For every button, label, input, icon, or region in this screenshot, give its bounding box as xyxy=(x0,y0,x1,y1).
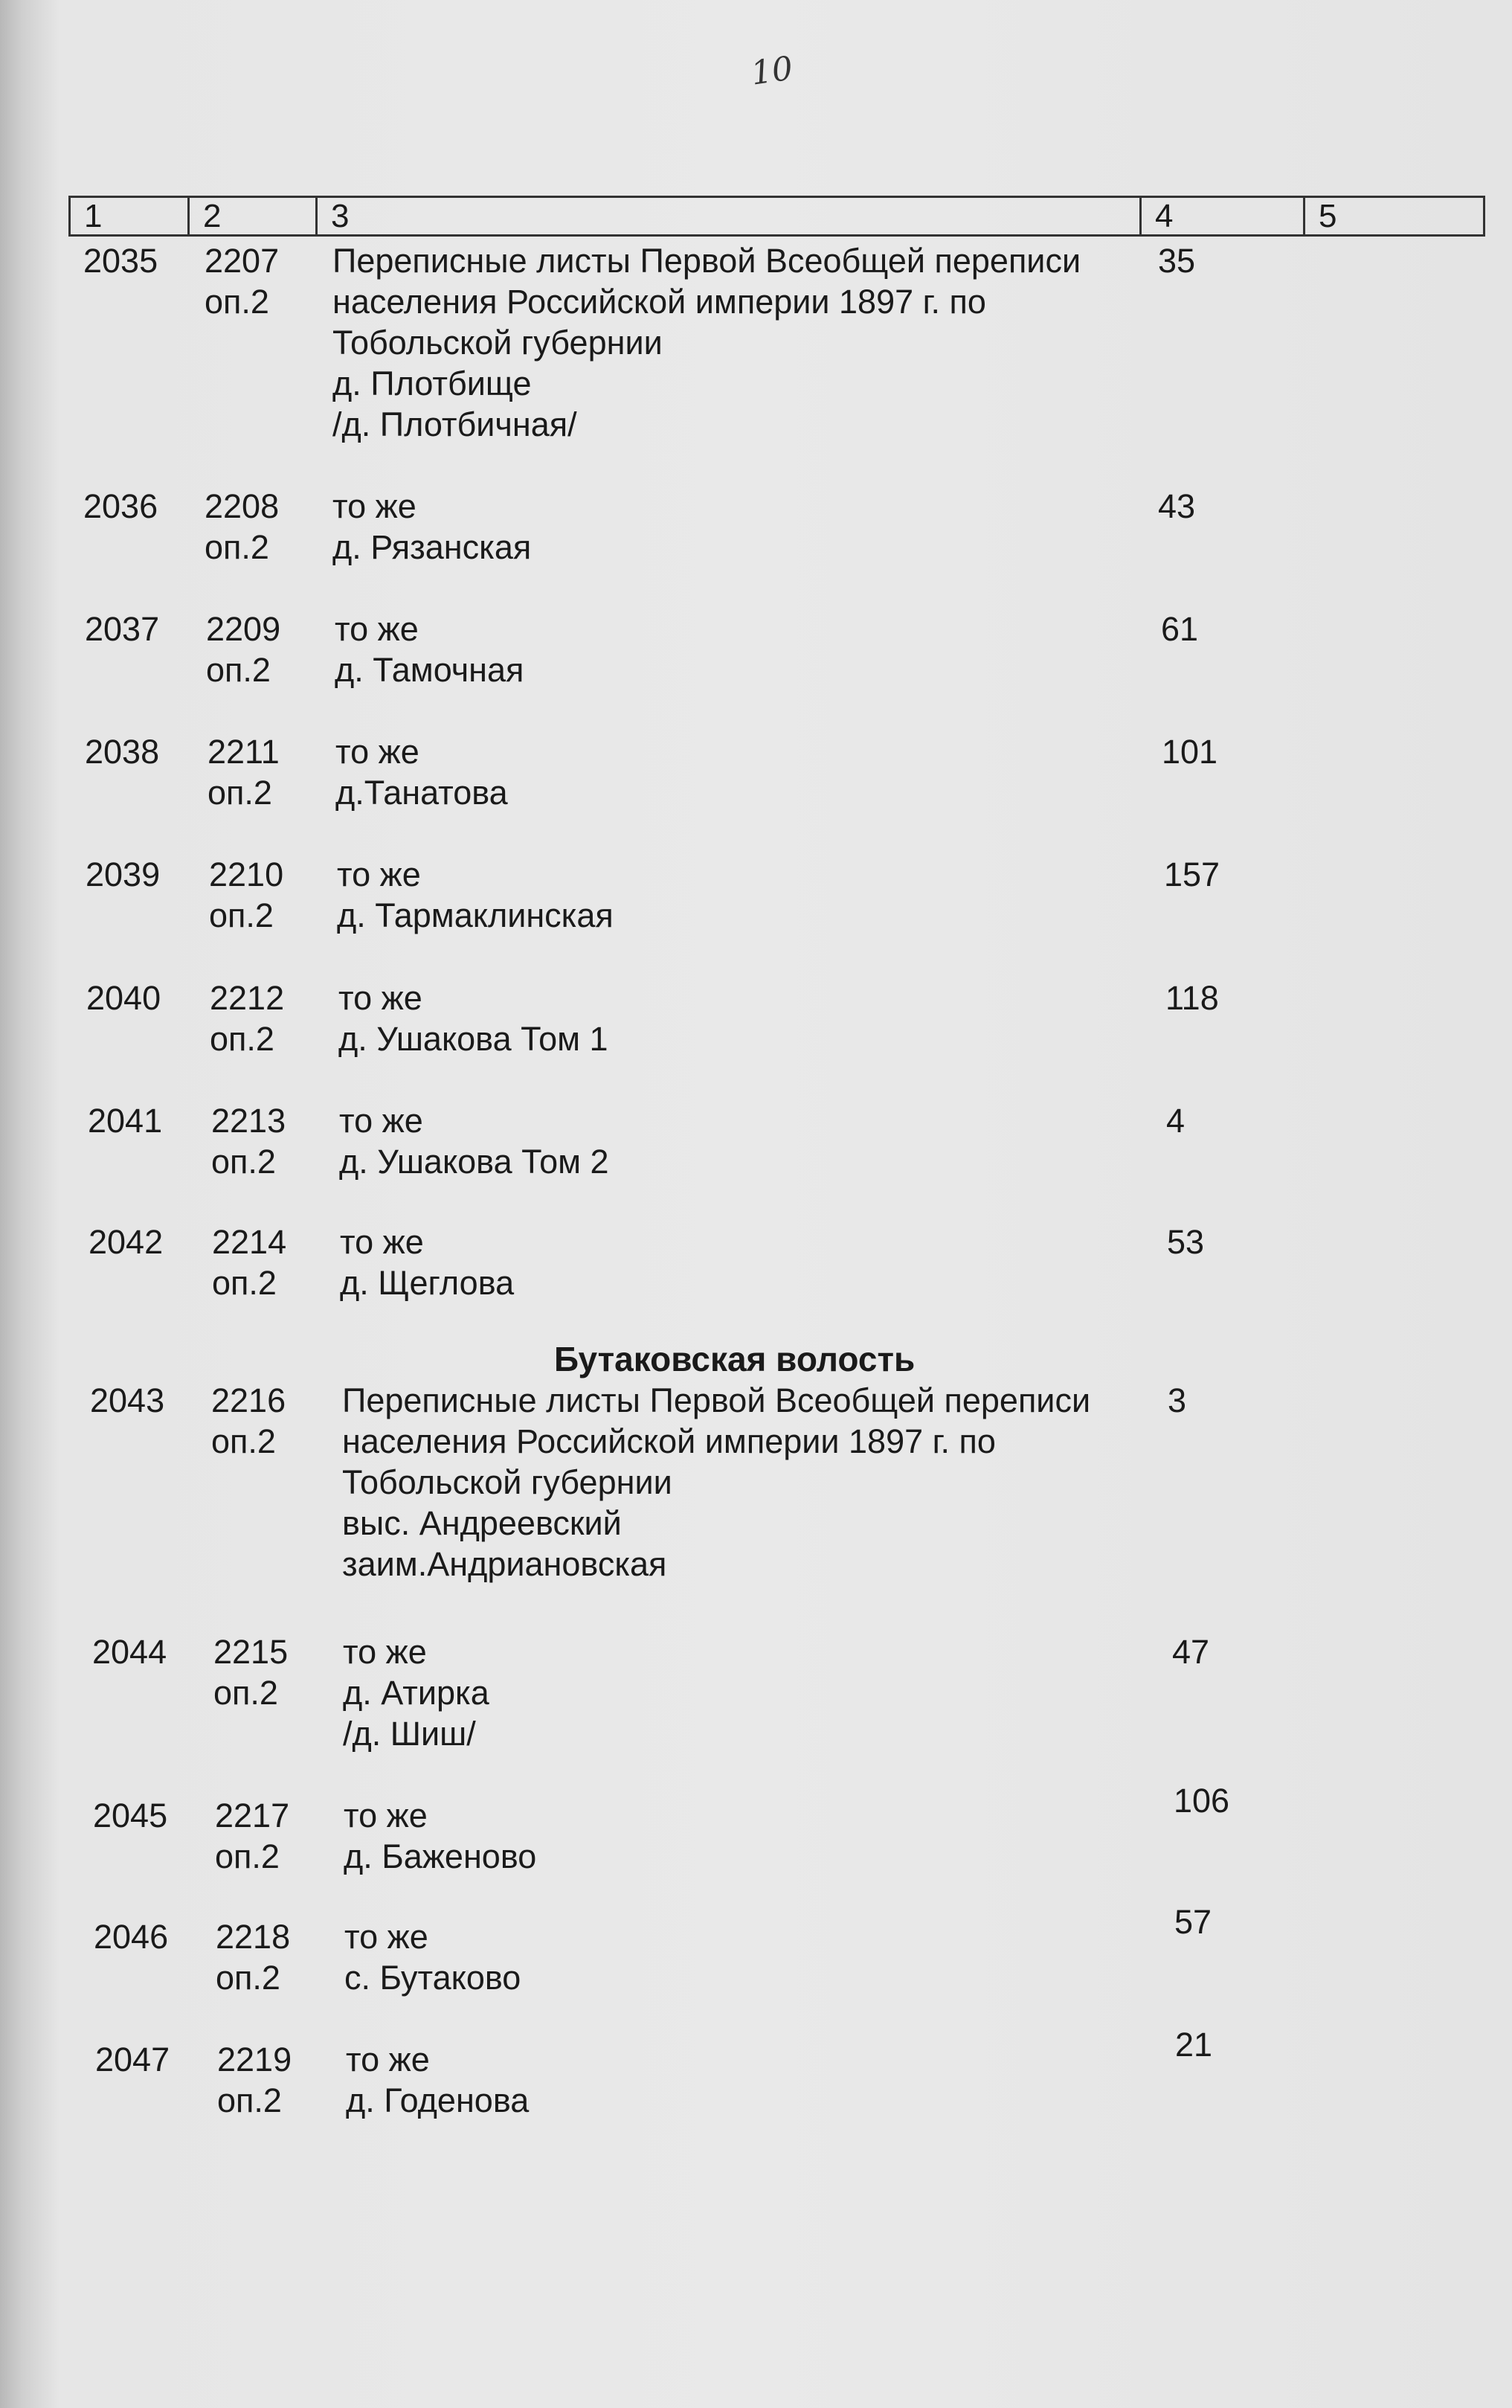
record-count: 118 xyxy=(1165,979,1219,1017)
record-count: 43 xyxy=(1158,487,1196,525)
record-count: 47 xyxy=(1172,1633,1210,1671)
record-description: то же с. Бутаково xyxy=(344,1918,521,1997)
record-count: 57 xyxy=(1174,1903,1212,1941)
table-header xyxy=(68,196,1485,237)
record-count: 101 xyxy=(1162,733,1218,771)
record-description: то же д. Тамочная xyxy=(335,610,524,689)
header-col-1: 1 xyxy=(71,198,190,234)
record-count: 35 xyxy=(1158,242,1196,280)
record-number: 2041 xyxy=(88,1102,163,1140)
record-description: Переписные листы Первой Всеобщей переписи населения Российской империи 1897 г. по Тобольской губернии выс. Андреевский заим.Андриановская xyxy=(342,1381,1091,1583)
record-fund: 2217 оп.2 xyxy=(215,1797,290,1875)
record-number: 2047 xyxy=(95,2041,170,2078)
record-description: то же д. Годенова xyxy=(346,2041,530,2119)
record-count: 106 xyxy=(1174,1782,1230,1820)
record-number: 2045 xyxy=(93,1797,168,1834)
record-description: то же д. Тармаклинская xyxy=(337,855,614,934)
record-fund: 2213 оп.2 xyxy=(211,1102,286,1181)
record-number: 2038 xyxy=(85,733,160,771)
header-col-5: 5 xyxy=(1319,198,1337,234)
record-description: то же д.Танатова xyxy=(335,733,508,812)
record-count: 21 xyxy=(1175,2026,1213,2064)
record-description: то же д. Баженово xyxy=(344,1797,537,1875)
record-number: 2044 xyxy=(92,1633,167,1671)
record-count: 53 xyxy=(1167,1223,1205,1261)
record-fund: 2207 оп.2 xyxy=(205,242,280,321)
record-count: 157 xyxy=(1164,855,1220,893)
record-description: то же д. Рязанская xyxy=(332,487,532,566)
record-description: то же д. Атирка /д. Шиш/ xyxy=(343,1633,489,1753)
record-number: 2036 xyxy=(83,487,158,525)
record-fund: 2210 оп.2 xyxy=(209,855,284,934)
record-number: 2046 xyxy=(94,1918,169,1956)
record-fund: 2209 оп.2 xyxy=(206,610,281,689)
record-fund: 2208 оп.2 xyxy=(205,487,280,566)
record-fund: 2219 оп.2 xyxy=(217,2041,292,2119)
record-number: 2037 xyxy=(85,610,160,648)
record-count: 3 xyxy=(1168,1381,1187,1419)
header-col-4: 4 xyxy=(1142,198,1305,234)
record-count: 61 xyxy=(1161,610,1199,648)
record-description: Переписные листы Первой Всеобщей переписи населения Российской империи 1897 г. по Тобольской губернии д. Плотбище /д. Плотбичная/ xyxy=(332,242,1081,443)
record-fund: 2215 оп.2 xyxy=(213,1633,289,1712)
record-description: то же д. Ушакова Том 2 xyxy=(339,1102,609,1181)
record-fund: 2211 оп.2 xyxy=(208,733,280,812)
record-description: то же д. Ушакова Том 1 xyxy=(338,979,608,1058)
record-number: 2035 xyxy=(83,242,158,280)
record-number: 2043 xyxy=(90,1381,165,1419)
record-fund: 2216 оп.2 xyxy=(211,1381,286,1460)
section-heading: Бутаковская волость xyxy=(554,1340,916,1378)
header-col-3: 3 xyxy=(318,198,1142,234)
record-count: 4 xyxy=(1166,1102,1186,1140)
record-description: то же д. Щеглова xyxy=(340,1223,515,1302)
record-fund: 2214 оп.2 xyxy=(212,1223,287,1302)
page-number: 10 xyxy=(748,49,796,93)
record-number: 2042 xyxy=(89,1223,164,1261)
record-fund: 2212 оп.2 xyxy=(210,979,285,1058)
record-fund: 2218 оп.2 xyxy=(216,1918,291,1997)
record-number: 2040 xyxy=(86,979,161,1017)
record-number: 2039 xyxy=(86,855,161,893)
header-col-2: 2 xyxy=(190,198,318,234)
